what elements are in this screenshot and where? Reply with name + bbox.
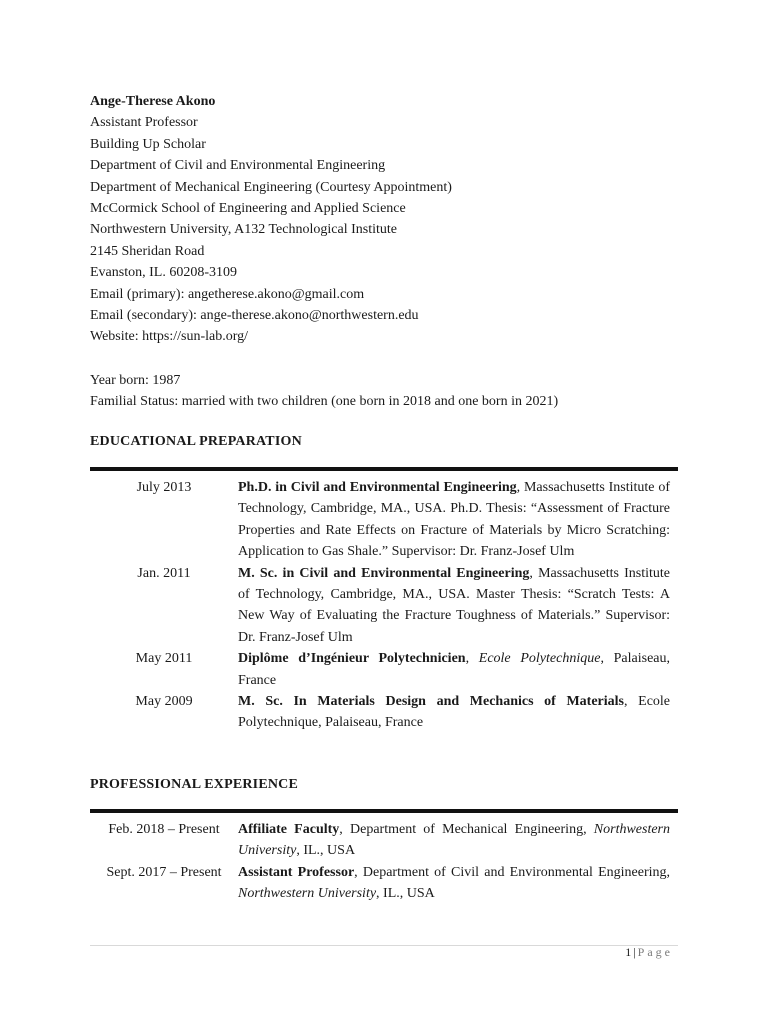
entry-date: May 2011 xyxy=(135,651,193,667)
entry-description: M. Sc. In Materials Design and Mechanics of Materials, Ecole Polytechnique, Palaiseau, France xyxy=(238,694,671,731)
entry-date: Feb. 2018 – Present xyxy=(108,822,220,837)
experience-divider xyxy=(90,809,678,813)
experience-list xyxy=(90,819,678,905)
contact-line-university: Northwestern University, A132 Technological Institute xyxy=(90,222,397,238)
institution: Northwestern University xyxy=(238,886,377,902)
education-heading: EDUCATIONAL PREPARATION xyxy=(90,434,302,449)
entry-details: , Cambridge, MA., USA. Master Thesis: “Scratch Tests: A New Way of Evaluating the Fracture Toughness of Materials.” Supervisor: Dr. Franz-Josef Ulm xyxy=(238,587,670,645)
page-separator: | xyxy=(633,945,636,959)
contact-line-website: Website: https://sun-lab.org/ xyxy=(90,329,249,345)
entry-details: , IL., USA xyxy=(296,843,356,859)
year-born: Year born: 1987 xyxy=(90,373,181,388)
education-divider xyxy=(90,467,678,471)
familial-status: Familial Status: married with two children (one born in 2018 and one born in 2021) xyxy=(90,394,559,410)
contact-line-school: McCormick School of Engineering and Applied Science xyxy=(90,201,406,217)
entry-date: Sept. 2017 – Present xyxy=(106,864,222,880)
degree-title: M. Sc. In Materials Design and Mechanics of Materials xyxy=(238,694,624,710)
entry-date: May 2009 xyxy=(135,694,193,710)
entry-description: Assistant Professor, Department of Civil and Environmental Engineering, Northwestern University, IL., USA xyxy=(238,864,671,902)
experience-heading: PROFESSIONAL EXPERIENCE xyxy=(90,777,299,792)
education-entry xyxy=(90,648,678,691)
footer-divider xyxy=(90,945,678,946)
author-name: Ange-Therese Akono xyxy=(90,94,216,109)
position-title: Affiliate Faculty xyxy=(238,822,340,837)
contact-line-scholar: Building Up Scholar xyxy=(90,136,206,152)
contact-line-title: Assistant Professor xyxy=(90,115,198,131)
page-number: 1 xyxy=(625,945,632,959)
entry-description: Ph.D. in Civil and Environmental Engineering, Massachusetts Institute of Technology, Cambridge, MA., USA. Ph.D. Thesis: “Assessment of Fracture Properties and Rate Effects on Fracture of Materials by Micro Scratching: Application to Gas Shale.” Supervisor: Dr. Franz-Josef Ulm xyxy=(238,480,670,560)
entry-description: Affiliate Faculty, Department of Mechanical Engineering, Northwestern University, IL., USA xyxy=(238,822,671,859)
institution: Massachusetts Institute of Technology xyxy=(238,565,671,603)
education-entry xyxy=(90,691,678,734)
position-title: Assistant Professor xyxy=(238,864,355,880)
entry-details: , Palaiseau, France xyxy=(318,715,424,731)
entry-date: Jan. 2011 xyxy=(137,565,191,581)
education-entry xyxy=(90,477,678,563)
contact-line-city: Evanston, IL. 60208-3109 xyxy=(90,265,237,281)
institution: Ecole Polytechnique xyxy=(478,651,601,667)
degree-title: Diplôme d’Ingénieur Polytechnicien xyxy=(238,651,466,667)
contact-line-street: 2145 Sheridan Road xyxy=(90,243,205,259)
personal-info xyxy=(90,370,558,413)
entry-description: M. Sc. in Civil and Environmental Engineering, Massachusetts Institute of Technology, Cambridge, MA., USA. Master Thesis: “Scratch Tests: A New Way of Evaluating the Fracture Toughness of Materials.” Supervisor: Dr. Franz-Josef Ulm xyxy=(238,565,671,645)
contact-line-email-primary: Email (primary): angetherese.akono@gmail.com xyxy=(90,286,365,302)
institution: Massachusetts Institute of Technology xyxy=(238,480,670,517)
entry-description: Diplôme d’Ingénieur Polytechnicien, Ecole Polytechnique, Palaiseau, France xyxy=(238,651,671,688)
contact-line-email-secondary: Email (secondary): ange-therese.akono@northwestern.edu xyxy=(90,308,419,324)
entry-details: , Cambridge, MA., USA. Ph.D. Thesis: “Assessment of Fracture Properties and Rate Effects on Fracture of Materials by Micro Scratching: Application to Gas Shale.” Supervisor: Dr. Franz-Josef Ulm xyxy=(238,501,670,560)
department: Department of Mechanical Engineering xyxy=(350,822,584,837)
entry-details: , IL., USA xyxy=(376,886,435,902)
experience-entry xyxy=(90,862,678,905)
institution: Ecole Polytechnique xyxy=(238,694,671,731)
experience-entry xyxy=(90,819,678,862)
entry-date: July 2013 xyxy=(136,480,192,495)
page-label: Page xyxy=(637,945,673,959)
entry-details: , Palaiseau, France xyxy=(238,651,671,688)
degree-title: Ph.D. in Civil and Environmental Engineering xyxy=(238,480,517,495)
degree-title: M. Sc. in Civil and Environmental Engineering xyxy=(238,565,530,581)
education-list xyxy=(90,477,678,734)
contact-block xyxy=(90,91,452,348)
contact-line-department-civil: Department of Civil and Environmental Engineering xyxy=(90,158,386,174)
department: Department of Civil and Environmental Engineering xyxy=(362,864,667,880)
institution: Northwestern University xyxy=(238,822,671,859)
page-footer xyxy=(625,945,673,960)
education-entry xyxy=(90,563,678,649)
contact-line-department-mechanical: Department of Mechanical Engineering (Courtesy Appointment) xyxy=(90,179,452,195)
